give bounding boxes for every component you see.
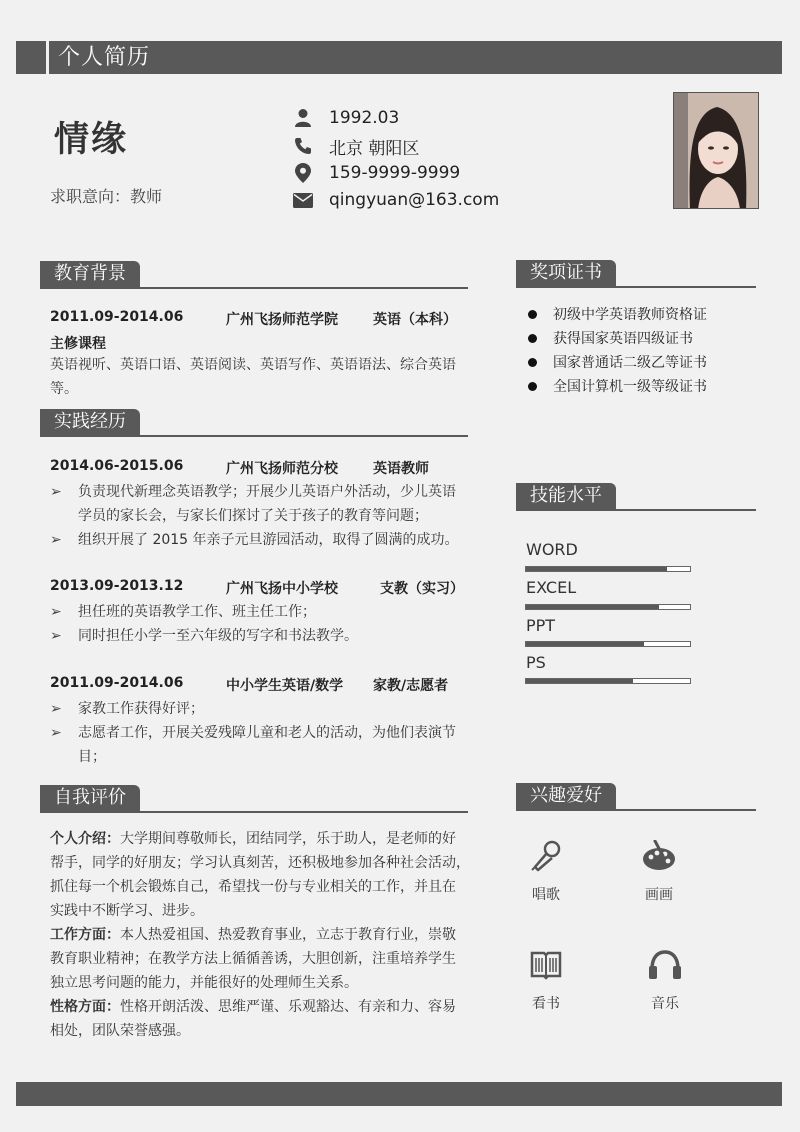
- contact-email: [292, 188, 499, 212]
- courses-text: [50, 353, 456, 401]
- skill-label: EXCEL: [526, 578, 577, 597]
- location-text: 北京 朝阳区: [329, 138, 420, 159]
- bullet-line: 负责现代新理念英语教学；开展少儿英语户外活动，少儿英语: [78, 484, 456, 500]
- practice-item: [50, 675, 480, 769]
- arrow-bullet-icon: ➢: [50, 604, 62, 620]
- practice-row: [50, 675, 480, 695]
- mail-icon: [292, 189, 314, 211]
- hobby-item: [516, 838, 576, 904]
- work-label: 工作方面：: [50, 927, 120, 943]
- hobby-label: 看书: [532, 996, 560, 1012]
- section-education-header: [40, 261, 468, 289]
- hobby-item: [629, 838, 689, 904]
- bullet-line: 目；: [78, 749, 106, 765]
- practice-period: 2014.06-2015.06: [50, 458, 184, 474]
- character-line: 性格开朗活泼、思维严谨、乐观豁达、有亲和力、容易: [120, 999, 456, 1015]
- practice-period: 2011.09-2014.06: [50, 675, 184, 691]
- skill-bar-fill: [526, 605, 659, 609]
- practice-org: 广州飞扬中小学校: [226, 581, 338, 597]
- practice-row: [50, 578, 480, 598]
- section-self-eval-title: 自我评价: [40, 785, 140, 811]
- section-awards-header: [516, 260, 756, 288]
- email-text: qingyuan@163.com: [329, 190, 500, 210]
- section-skills-title: 技能水平: [516, 483, 616, 509]
- practice-bullet: [50, 528, 480, 552]
- bullet-dot-icon: [528, 382, 537, 391]
- bullet-line: 学员的家长会，与家长们探讨了关于孩子的教育等问题；: [78, 508, 428, 524]
- education-school: 广州飞扬师范学院: [226, 312, 338, 328]
- practice-org: 广州飞扬师范分校: [226, 461, 338, 477]
- intro-line: 帮手，同学的好朋友；学习认真刻苦，还积极地参加各种社会活动，: [50, 855, 470, 871]
- practice-role: 支教（实习）: [380, 581, 464, 597]
- practice-period: 2013.09-2013.12: [50, 578, 184, 594]
- practice-item: [50, 458, 480, 552]
- arrow-bullet-icon: ➢: [50, 484, 62, 500]
- skill-bar-fill: [526, 679, 633, 683]
- phone-text: 159-9999-9999: [329, 163, 461, 183]
- bullet-dot-icon: [528, 334, 537, 343]
- contact-birth: [292, 106, 399, 130]
- microphone-icon: [516, 838, 576, 874]
- job-intent: 求职意向：教师: [50, 187, 163, 206]
- section-skills-header: [516, 483, 756, 511]
- skill-label: WORD: [526, 540, 578, 559]
- skill-label: PS: [526, 653, 546, 672]
- award-item: [528, 328, 693, 348]
- bullet-line: 志愿者工作，开展关爱残障儿童和老人的活动，为他们表演节: [78, 725, 456, 741]
- contact-phone: [292, 161, 460, 185]
- location-pin-icon: [292, 162, 314, 184]
- section-practice-title: 实践经历: [40, 409, 140, 435]
- character-label: 性格方面：: [50, 999, 120, 1015]
- arrow-bullet-icon: ➢: [50, 628, 62, 644]
- skill-label: PPT: [526, 616, 556, 635]
- award-text: 初级中学英语教师资格证: [553, 307, 707, 323]
- hobby-label: 唱歌: [532, 887, 560, 903]
- phone-icon: [292, 135, 314, 157]
- education-major: 英语（本科）: [373, 312, 457, 328]
- section-hobbies-title: 兴趣爱好: [516, 783, 616, 809]
- banner-stub: [16, 41, 49, 74]
- section-hobbies-header: [516, 783, 756, 811]
- birth-text: 1992.03: [329, 108, 400, 128]
- practice-bullet: [50, 721, 480, 769]
- education-period: 2011.09-2014.06: [50, 309, 184, 325]
- skill-bar: [525, 641, 691, 647]
- practice-role: 英语教师: [373, 461, 429, 477]
- footer-bar: [16, 1082, 782, 1106]
- section-awards-title: 奖项证书: [516, 260, 616, 286]
- practice-bullet: [50, 624, 480, 648]
- practice-role: 家教/志愿者: [373, 678, 449, 694]
- contact-location: [292, 134, 419, 158]
- award-text: 获得国家英语四级证书: [553, 331, 693, 347]
- bullet-line: 担任班的英语教学工作、班主任工作；: [78, 604, 316, 620]
- arrow-bullet-icon: ➢: [50, 725, 62, 741]
- section-divider: [40, 811, 468, 813]
- practice-bullet: [50, 600, 480, 624]
- header-banner: [16, 41, 782, 74]
- practice-org: 中小学生英语/数学: [226, 678, 344, 694]
- course-label: 主修课程: [50, 336, 106, 352]
- award-text: 全国计算机一级等级证书: [553, 379, 707, 395]
- intro-line: 实践中不断学习、进步。: [50, 903, 204, 919]
- courses-line: 英语视听、英语口语、英语阅读、英语写作、英语语法、综合英语: [50, 357, 456, 373]
- courses-line: 等。: [50, 381, 78, 397]
- award-item: [528, 304, 707, 324]
- section-divider: [516, 809, 756, 811]
- section-self-eval-header: [40, 785, 468, 813]
- education-row: [50, 309, 457, 329]
- skill-bar: [525, 604, 691, 610]
- intro-line: 抓住每一个机会锻炼自己，希望找一份与专业相关的工作，并且在: [50, 879, 456, 895]
- skill-bar-fill: [526, 642, 644, 646]
- practice-bullet: [50, 480, 480, 528]
- arrow-bullet-icon: ➢: [50, 701, 62, 717]
- section-divider: [40, 287, 468, 289]
- section-divider: [516, 509, 756, 511]
- work-line: 教育职业精神；在教学方法上循循善诱，大胆创新，注重培养学生: [50, 951, 456, 967]
- arrow-bullet-icon: ➢: [50, 532, 62, 548]
- practice-item: [50, 578, 480, 648]
- work-line: 本人热爱祖国、热爱教育事业，立志于教育行业，崇敬: [120, 927, 456, 943]
- practice-row: [50, 458, 480, 478]
- section-divider: [516, 286, 756, 288]
- skill-bar: [525, 678, 691, 684]
- hobby-item: [635, 947, 695, 1013]
- bullet-line: 同时担任小学一至六年级的写字和书法教学。: [78, 628, 358, 644]
- section-education-title: 教育背景: [40, 261, 140, 287]
- award-item: [528, 376, 707, 396]
- intro-label: 个人介绍：: [50, 831, 120, 847]
- hobby-label: 音乐: [651, 996, 679, 1012]
- headphones-icon: [635, 947, 695, 983]
- hobby-item: [516, 947, 576, 1013]
- self-eval-text: [50, 827, 475, 1043]
- candidate-name: 情缘: [54, 120, 129, 160]
- hobby-label: 画画: [645, 887, 673, 903]
- award-item: [528, 352, 707, 372]
- bullet-dot-icon: [528, 310, 537, 319]
- skill-bar: [525, 566, 691, 572]
- bullet-line: 组织开展了 2015 年亲子元旦游园活动，取得了圆满的成功。: [78, 532, 459, 548]
- person-icon: [292, 107, 314, 129]
- bullet-line: 家教工作获得好评；: [78, 701, 204, 717]
- page-title: 个人简历: [58, 45, 151, 70]
- practice-bullet: [50, 697, 480, 721]
- section-practice-header: [40, 409, 468, 437]
- character-line: 相处，团队荣誉感强。: [50, 1023, 190, 1039]
- bullet-dot-icon: [528, 358, 537, 367]
- award-text: 国家普通话二级乙等证书: [553, 355, 707, 371]
- work-line: 独立思考问题的能力，并能很好的处理师生关系。: [50, 975, 358, 991]
- portrait-photo: [673, 92, 759, 209]
- book-icon: [516, 947, 576, 983]
- skill-bar-fill: [526, 567, 667, 571]
- palette-icon: [629, 838, 689, 874]
- intro-line: 大学期间尊敬师长，团结同学，乐于助人，是老师的好: [120, 831, 456, 847]
- section-divider: [40, 435, 468, 437]
